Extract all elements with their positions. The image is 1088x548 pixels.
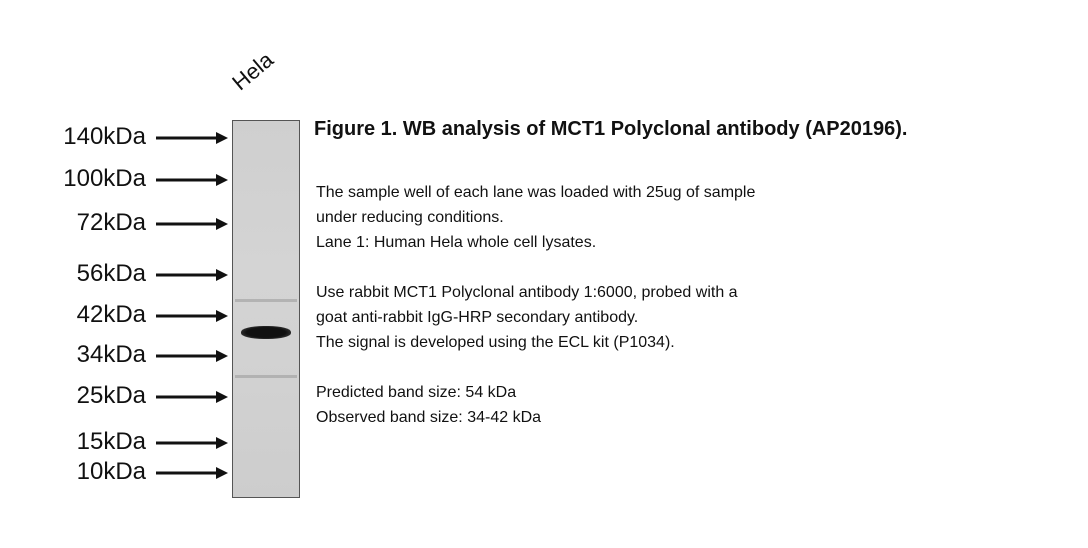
protein-band <box>241 326 291 339</box>
marker-label: 140kDa <box>63 123 146 150</box>
arrow-right-icon <box>156 218 228 230</box>
marker-42kda <box>0 300 230 330</box>
arrow-right-icon <box>156 437 228 449</box>
marker-25kda <box>0 381 230 411</box>
arrow-right-icon <box>156 467 228 479</box>
marker-label: 34kDa <box>76 341 146 368</box>
marker-72kda <box>0 208 230 238</box>
blot-smear <box>235 375 297 378</box>
spacer <box>316 355 916 380</box>
marker-label: 72kDa <box>76 209 146 236</box>
marker-56kda <box>0 259 230 289</box>
arrow-right-icon <box>156 310 228 322</box>
arrow-right-icon <box>156 269 228 281</box>
description-line: Use rabbit MCT1 Polyclonal antibody 1:6000, probed with a <box>316 284 738 301</box>
description-line: Lane 1: Human Hela whole cell lysates. <box>316 234 597 251</box>
arrow-right-icon <box>156 174 228 186</box>
arrow-right-icon <box>156 132 228 144</box>
marker-label: 10kDa <box>76 458 146 485</box>
predicted-band-size: Predicted band size: 54 kDa <box>316 384 517 401</box>
marker-140kda <box>0 122 230 152</box>
marker-label: 25kDa <box>76 382 146 409</box>
marker-label: 42kDa <box>76 301 146 328</box>
marker-label: 15kDa <box>76 428 146 455</box>
description-line: The sample well of each lane was loaded with 25ug of sample <box>316 184 756 201</box>
marker-label: 56kDa <box>76 260 146 287</box>
marker-15kda <box>0 427 230 457</box>
marker-10kda <box>0 457 230 487</box>
figure-description <box>316 180 916 430</box>
description-line: under reducing conditions. <box>316 209 504 226</box>
description-line: The signal is developed using the ECL kit (P1034). <box>316 334 675 351</box>
description-line: goat anti-rabbit IgG-HRP secondary antibody. <box>316 309 639 326</box>
spacer <box>316 255 916 280</box>
marker-label: 100kDa <box>63 165 146 192</box>
observed-band-size: Observed band size: 34-42 kDa <box>316 409 542 426</box>
blot-smear <box>235 299 297 302</box>
marker-34kda <box>0 340 230 370</box>
western-blot-lane <box>232 120 300 498</box>
figure-title: Figure 1. WB analysis of MCT1 Polyclonal antibody (AP20196). <box>314 118 908 140</box>
marker-100kda <box>0 164 230 194</box>
arrow-right-icon <box>156 391 228 403</box>
arrow-right-icon <box>156 350 228 362</box>
lane-label-hela: Hela <box>227 46 279 96</box>
